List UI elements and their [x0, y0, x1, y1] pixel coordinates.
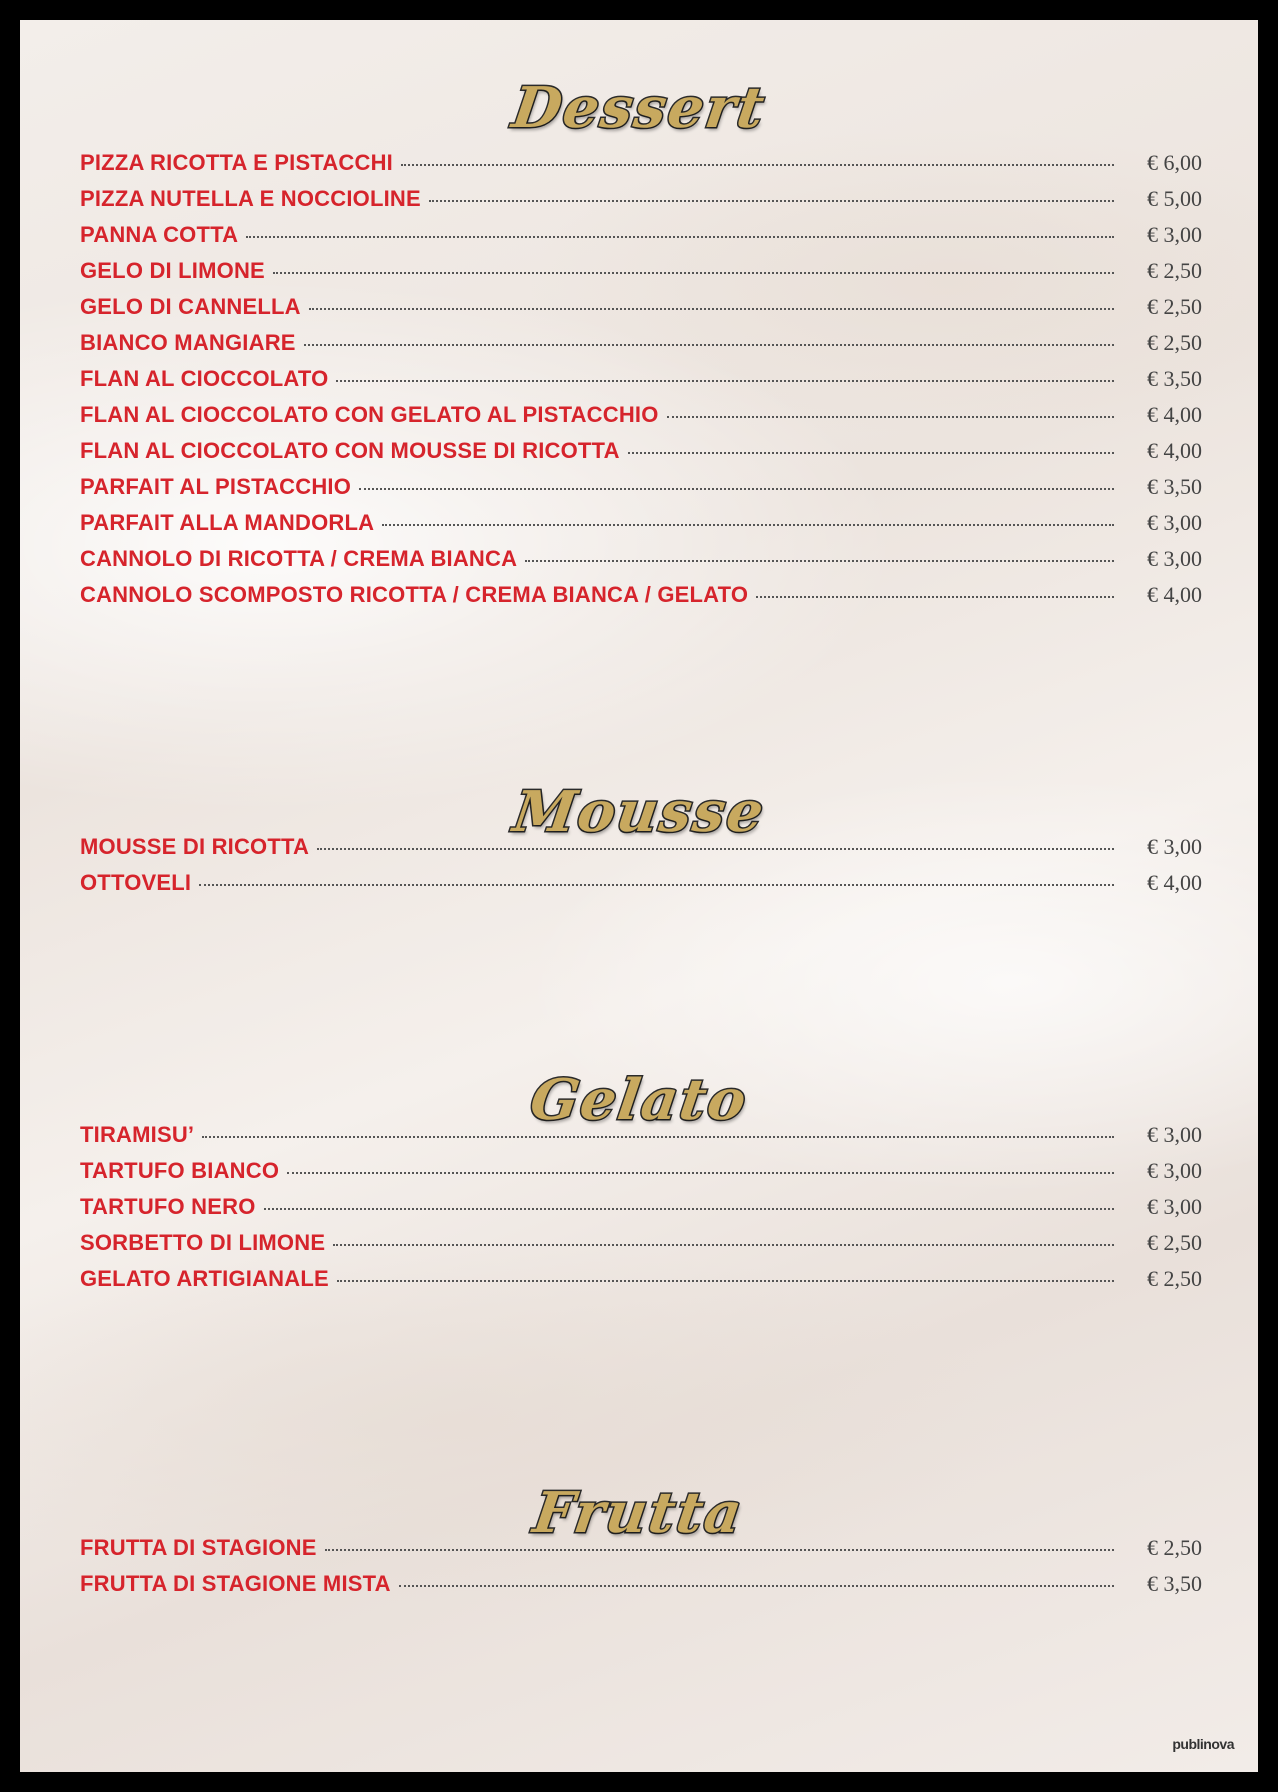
menu-item: [80, 258, 1202, 294]
menu-item-price: € 3,00: [1147, 834, 1202, 859]
dot-leader: [287, 1172, 1114, 1174]
menu-item-name: GELATO ARTIGIANALE: [80, 1266, 329, 1291]
menu-item-name: FLAN AL CIOCCOLATO CON MOUSSE DI RICOTTA: [80, 438, 620, 463]
dot-leader: [359, 488, 1114, 490]
dot-leader: [382, 524, 1114, 526]
dessert-title-text: Dessert: [508, 75, 770, 141]
menu-item: [80, 1158, 1202, 1194]
mousse-items: [80, 834, 1202, 906]
menu-item-price: € 2,50: [1147, 1535, 1202, 1560]
menu-item: [80, 510, 1202, 546]
menu-item-price: € 3,50: [1147, 1571, 1202, 1596]
menu-item-price: € 3,50: [1147, 366, 1202, 391]
menu-item-name: FRUTTA DI STAGIONE: [80, 1535, 317, 1560]
dot-leader: [264, 1208, 1114, 1210]
menu-item: [80, 1535, 1202, 1571]
menu-item-name: FRUTTA DI STAGIONE MISTA: [80, 1571, 391, 1596]
menu-item-price: € 2,50: [1147, 330, 1202, 355]
dot-leader: [202, 1136, 1114, 1138]
menu-item-name: TARTUFO NERO: [80, 1194, 256, 1219]
brand-logo: publinova: [1172, 1736, 1234, 1752]
menu-item-name: TARTUFO BIANCO: [80, 1158, 280, 1183]
menu-item-name: CANNOLO SCOMPOSTO RICOTTA / CREMA BIANCA / GELATO: [80, 582, 749, 607]
dot-leader: [246, 236, 1114, 238]
menu-item-price: € 4,00: [1147, 438, 1202, 463]
menu-item-name: PANNA COTTA: [80, 222, 239, 247]
dot-leader: [199, 884, 1114, 886]
menu-item-name: MOUSSE DI RICOTTA: [80, 834, 310, 859]
menu-item-name: FLAN AL CIOCCOLATO CON GELATO AL PISTACCHIO: [80, 402, 659, 427]
menu-item-price: € 4,00: [1147, 870, 1202, 895]
dot-leader: [317, 848, 1114, 850]
menu-item: [80, 474, 1202, 510]
menu-item: [80, 222, 1202, 258]
gelato-items: [80, 1122, 1202, 1302]
dot-leader: [429, 200, 1114, 202]
menu-page: [20, 20, 1258, 1772]
menu-item-price: € 2,50: [1147, 294, 1202, 319]
menu-item: [80, 186, 1202, 222]
frutta-title-text: Frutta: [529, 1480, 749, 1546]
dot-leader: [525, 560, 1114, 562]
dot-leader: [337, 1280, 1114, 1282]
menu-item-price: € 3,50: [1147, 474, 1202, 499]
menu-item-name: PIZZA RICOTTA E PISTACCHI: [80, 150, 393, 175]
dot-leader: [336, 380, 1114, 382]
dot-leader: [273, 272, 1114, 274]
menu-item-name: SORBETTO DI LIMONE: [80, 1230, 326, 1255]
dot-leader: [333, 1244, 1114, 1246]
menu-item-name: PIZZA NUTELLA E NOCCIOLINE: [80, 186, 421, 211]
menu-item-price: € 4,00: [1147, 402, 1202, 427]
menu-item: [80, 1194, 1202, 1230]
menu-item-name: GELO DI CANNELLA: [80, 294, 301, 319]
menu-item-name: TIRAMISU’: [80, 1122, 195, 1147]
dot-leader: [628, 452, 1114, 454]
dot-leader: [667, 416, 1114, 418]
menu-item-price: € 4,00: [1147, 582, 1202, 607]
menu-item: [80, 1122, 1202, 1158]
menu-item: [80, 834, 1202, 870]
menu-item: [80, 366, 1202, 402]
menu-item-price: € 2,50: [1147, 258, 1202, 283]
menu-item-price: € 3,00: [1147, 546, 1202, 571]
menu-item-name: FLAN AL CIOCCOLATO: [80, 366, 329, 391]
menu-item-name: BIANCO MANGIARE: [80, 330, 296, 355]
menu-item-price: € 2,50: [1147, 1266, 1202, 1291]
menu-item-name: GELO DI LIMONE: [80, 258, 265, 283]
menu-item-price: € 6,00: [1147, 150, 1202, 175]
menu-item-price: € 3,00: [1147, 222, 1202, 247]
menu-item: [80, 1230, 1202, 1266]
menu-item: [80, 1266, 1202, 1302]
menu-item: [80, 546, 1202, 582]
menu-item-name: OTTOVELI: [80, 870, 192, 895]
menu-item-price: € 2,50: [1147, 1230, 1202, 1255]
menu-item: [80, 150, 1202, 186]
menu-item: [80, 438, 1202, 474]
menu-item: [80, 1571, 1202, 1607]
menu-item-name: CANNOLO DI RICOTTA / CREMA BIANCA: [80, 546, 518, 571]
menu-item: [80, 870, 1202, 906]
dessert-items: [80, 150, 1202, 618]
menu-item-price: € 3,00: [1147, 510, 1202, 535]
menu-item-price: € 3,00: [1147, 1194, 1202, 1219]
menu-item-price: € 5,00: [1147, 186, 1202, 211]
dessert-section-title: [20, 68, 1258, 148]
mousse-title-text: Mousse: [508, 779, 770, 845]
dot-leader: [756, 596, 1114, 598]
dot-leader: [309, 308, 1114, 310]
menu-item: [80, 294, 1202, 330]
menu-item: [80, 330, 1202, 366]
dot-leader: [304, 344, 1114, 346]
dot-leader: [401, 164, 1114, 166]
menu-item-name: PARFAIT AL PISTACCHIO: [80, 474, 352, 499]
menu-item: [80, 402, 1202, 438]
dot-leader: [399, 1585, 1114, 1587]
menu-item: [80, 582, 1202, 618]
menu-item-name: PARFAIT ALLA MANDORLA: [80, 510, 375, 535]
gelato-title-text: Gelato: [526, 1067, 752, 1133]
menu-item-price: € 3,00: [1147, 1122, 1202, 1147]
frutta-items: [80, 1535, 1202, 1607]
menu-item-price: € 3,00: [1147, 1158, 1202, 1183]
dot-leader: [325, 1549, 1114, 1551]
